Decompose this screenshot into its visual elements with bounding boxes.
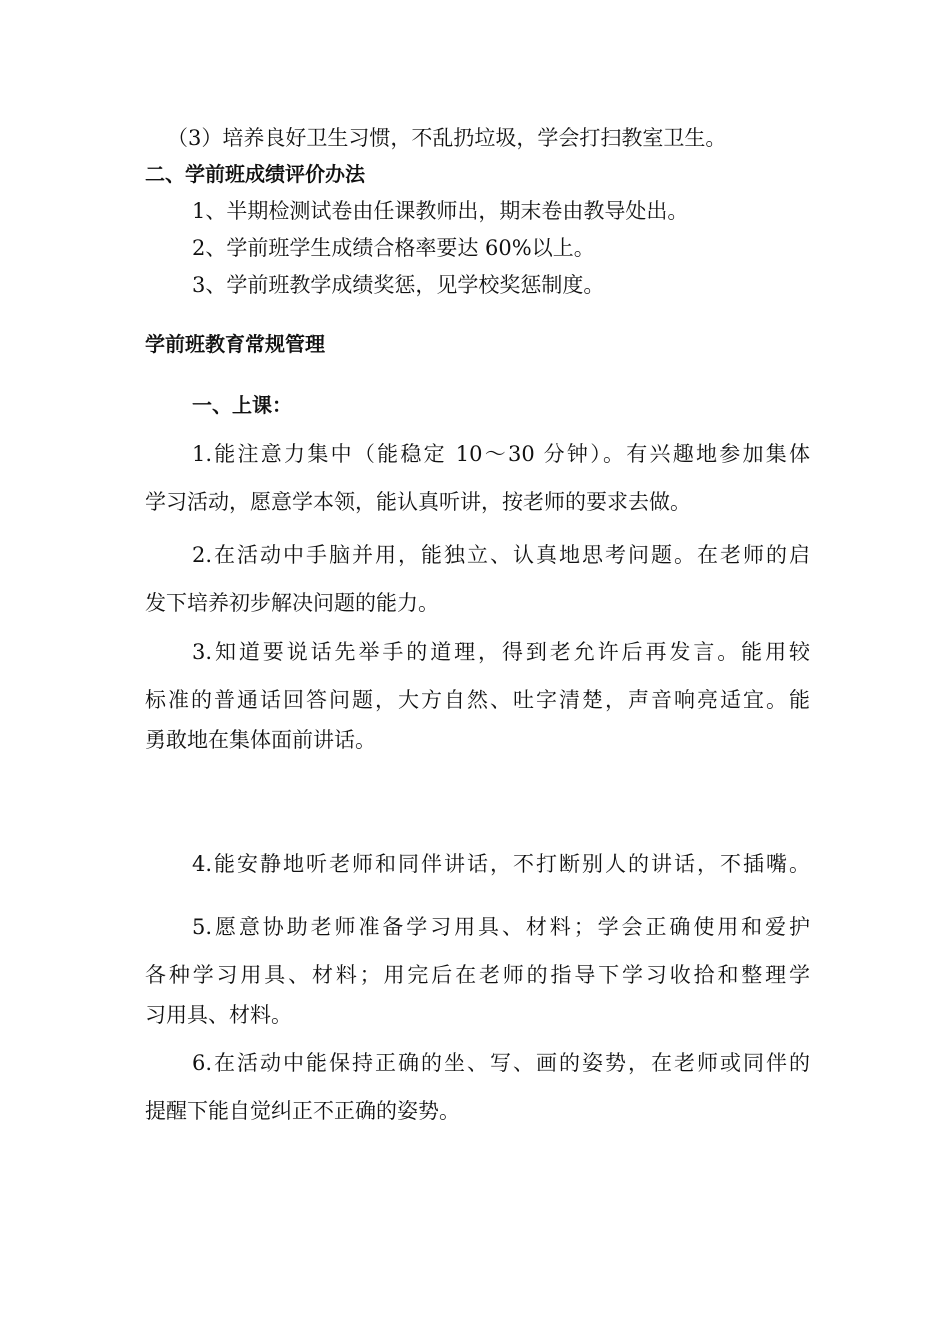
- hygiene-item-3: （3）培养良好卫生习惯，不乱扔垃圾，学会打扫教室卫生。: [167, 126, 727, 150]
- rule-3-line-2: 标准的普通话回答问题，大方自然、吐字清楚，声音响亮适宜。能: [145, 688, 810, 712]
- rule-6-line-2: 提醒下能自觉纠正不正确的姿势。: [145, 1099, 460, 1123]
- rule-2-line-2: 发下培养初步解决问题的能力。: [145, 591, 439, 615]
- rule-1-line-1: 1.能注意力集中（能稳定 10～30 分钟）。有兴趣地参加集体: [192, 442, 810, 466]
- subsection-heading-class: 一、上课：: [192, 393, 292, 417]
- rule-5-line-2: 各种学习用具、材料；用完后在老师的指导下学习收拾和整理学: [145, 963, 810, 987]
- evaluation-item-3: 3、学前班教学成绩奖惩，见学校奖惩制度。: [192, 273, 605, 297]
- rule-6-line-1: 6.在活动中能保持正确的坐、写、画的姿势，在老师或同伴的: [192, 1051, 810, 1075]
- rule-3-line-1: 3.知道要说话先举手的道理，得到老允许后再发言。能用较: [192, 640, 810, 664]
- rule-5-line-3: 习用具、材料。: [145, 1003, 292, 1027]
- rule-2-line-1: 2.在活动中手脑并用，能独立、认真地思考问题。在老师的启: [192, 543, 810, 567]
- rule-1-line-2: 学习活动，愿意学本领，能认真听讲，按老师的要求去做。: [145, 490, 691, 514]
- rule-3-line-3: 勇敢地在集体面前讲话。: [145, 728, 376, 752]
- page-title: 学前班教育常规管理: [145, 332, 325, 356]
- rule-5-line-1: 5.愿意协助老师准备学习用具、材料；学会正确使用和爱护: [192, 915, 810, 939]
- evaluation-item-1: 1、半期检测试卷由任课教师出，期末卷由教导处出。: [192, 199, 689, 223]
- evaluation-item-2: 2、学前班学生成绩合格率要达 60%以上。: [192, 236, 595, 260]
- rule-4-line-1: 4.能安静地听老师和同伴讲话，不打断别人的讲话，不插嘴。: [192, 852, 810, 876]
- section-heading-evaluation: 二、学前班成绩评价办法: [145, 162, 365, 186]
